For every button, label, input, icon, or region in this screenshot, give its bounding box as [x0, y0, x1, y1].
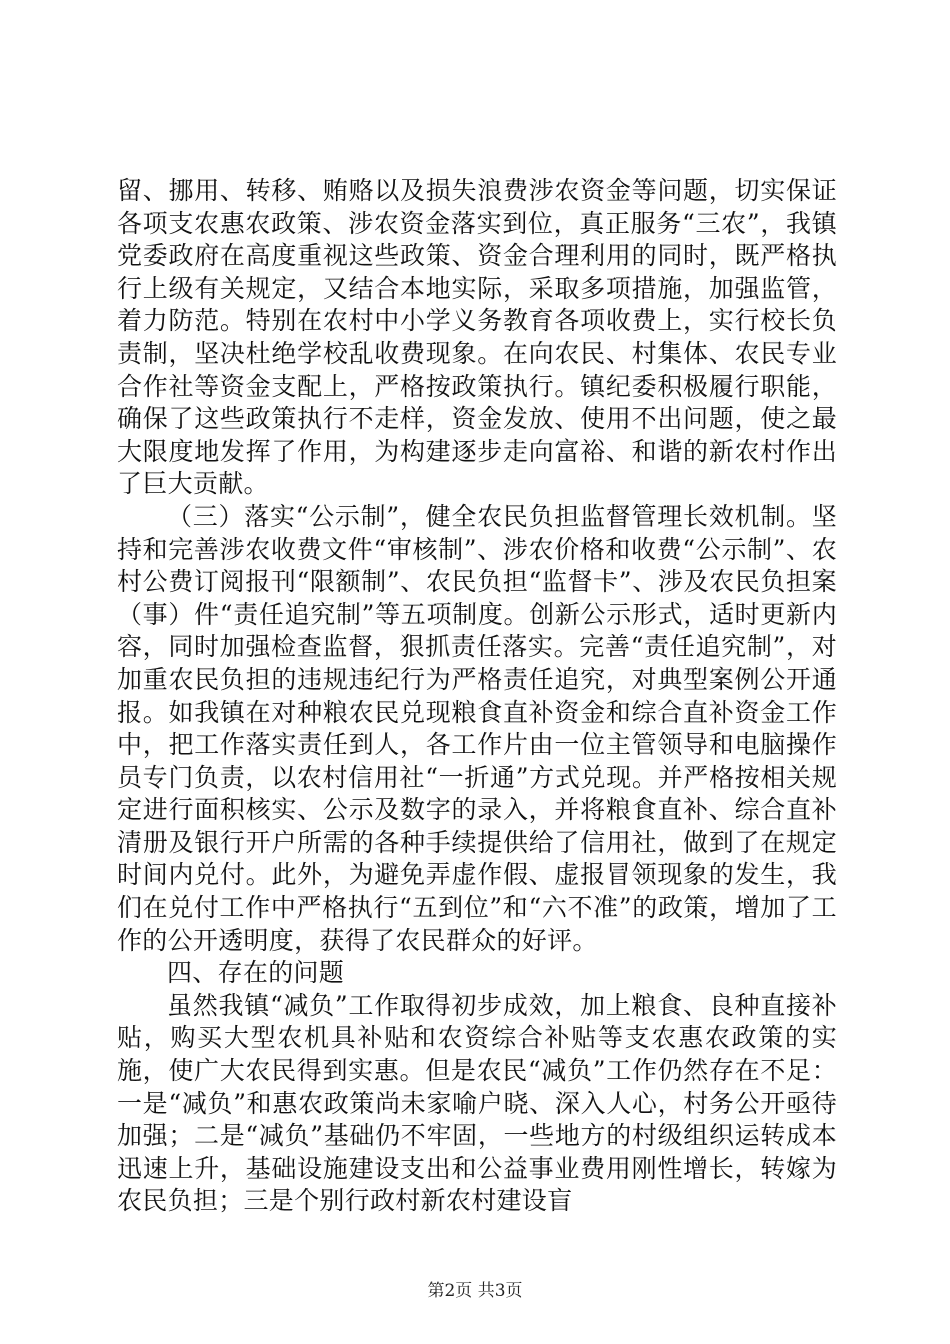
document-body [117, 175, 837, 1218]
paragraph-section-three: （三）落实“公示制”，健全农民负担监督管理长效机制。坚持和完善涉农收费文件“审核制”、涉农价格和收费“公示制”、农村公费订阅报刊“限额制”、农民负担“监督卡”、涉及农民负担案（事）件“责任追究制”等五项制度。创新公示形式，适时更新内容，同时加强检查监督，狠抓责任落实。完善“责任追究制”，对加重农民负担的违规违纪行为严格责任追究，对典型案例公开通报。如我镇在对种粮农民兑现粮食直补资金和综合直补资金工作中，把工作落实责任到人，各工作片由一位主管领导和电脑操作员专门负责，以农村信用社“一折通”方式兑现。并严格按相关规定进行面积核实、公示及数字的录入，并将粮食直补、综合直补清册及银行开户所需的各种手续提供给了信用社，做到了在规定时间内兑付。此外，为避免弄虚作假、虚报冒领现象的发生，我们在兑付工作中严格执行“五到位”和“六不准”的政策，增加了工作的公开透明度，获得了农民群众的好评。 [117, 501, 838, 955]
paragraph-continuation: 留、挪用、转移、贿赂以及损失浪费涉农资金等问题，切实保证各项支农惠农政策、涉农资金落实到位，真正服务“三农”，我镇党委政府在高度重视这些政策、资金合理利用的同时，既严格执行上级有关规定，又结合本地实际，采取多项措施，加强监管，着力防范。特别在农村中小学义务教育各项收费上，实行校长负责制，坚决杜绝学校乱收费现象。在向农民、村集体、农民专业合作社等资金支配上，严格按政策执行。镇纪委积极履行职能，确保了这些政策执行不走样，资金发放、使用不出问题，使之最大限度地发挥了作用，为构建逐步走向富裕、和谐的新农村作出了巨大贡献。 [117, 176, 837, 499]
paragraph-problems: 虽然我镇“减负”工作取得初步成效，加上粮食、良种直接补贴，购买大型农机具补贴和农资综合补贴等支农惠农政策的实施，使广大农民得到实惠。但是农民“减负”工作仍然存在不足：一是“减负”和惠农政策尚未家喻户晓、深入人心，村务公开亟待加强；二是“减负”基础仍不牢固，一些地方的村级组织运转成本迅速上升，基础设施建设支出和公益事业费用刚性增长，转嫁为农民负担；三是个别行政村新农村建设盲 [117, 990, 837, 1216]
section-heading-problems: 四、存在的问题 [167, 958, 345, 988]
page-number-footer: 第2页 共3页 [427, 1281, 523, 1301]
